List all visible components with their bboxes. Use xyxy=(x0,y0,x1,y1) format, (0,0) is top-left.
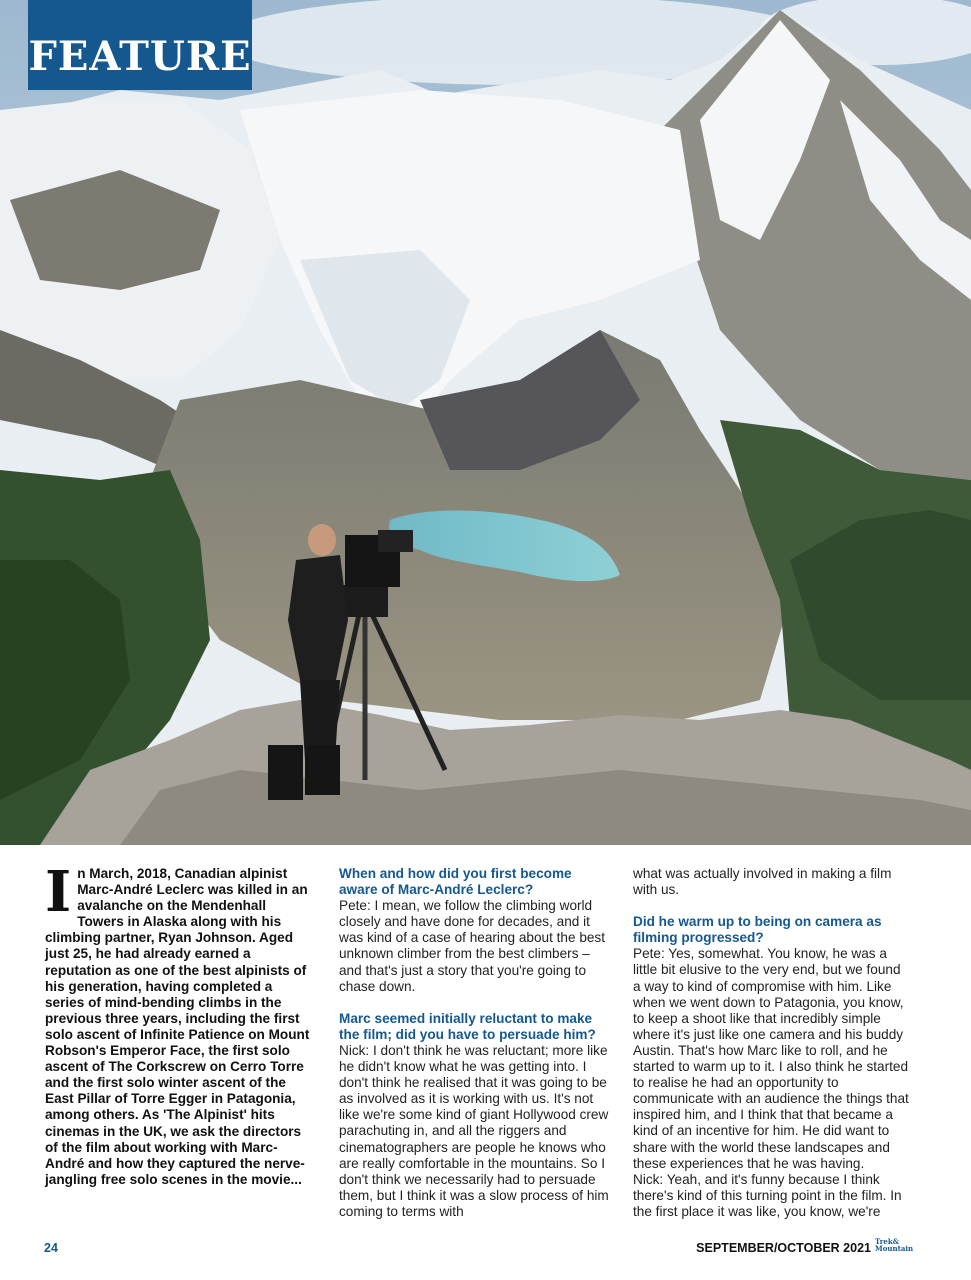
question-heading: When and how did you first become aware of Marc-André Leclerc? xyxy=(339,866,572,898)
answer-paragraph: Nick: Yeah, and it's funny because I think there's kind of this turning point in the film. In the first place it was like, you know, we're xyxy=(633,1171,902,1219)
article-column-1 xyxy=(45,859,313,1188)
spacer xyxy=(633,898,911,914)
issue-date: SEPTEMBER/OCTOBER 2021 xyxy=(696,1241,871,1255)
intro-text: n March, 2018, Canadian alpinist Marc-André Leclerc was killed in an avalanche on the Mendenhall Towers in Alaska along with his climbing partner, Ryan Johnson. Aged just 25, he had already earned a reputation as one of the best alpinists of his generation, having completed a series of mind-bending climbs in the previous three years, including the first solo ascent of Infinite Patience on Mount Robson's Emperor Face, the first solo ascent of The Corkscrew on Cerro Torre and the first solo winter ascent of the East Pillar of Torre Egger in Patagonia, among others. As 'The Alpinist' hits cinemas in the UK, we ask the directors of the film about working with Marc-André and how they captured the nerve-jangling free solo scenes in the movie... xyxy=(45,866,310,1187)
intro-paragraph xyxy=(45,859,313,1188)
page-number: 24 xyxy=(44,1241,58,1255)
article-column-3 xyxy=(633,866,911,1220)
question-heading: Did he warm up to being on camera as filming progressed? xyxy=(633,914,882,946)
article-column-2 xyxy=(339,866,613,1220)
logo-line-2: Mountain xyxy=(875,1244,914,1253)
answer-paragraph: Nick: I don't think he was reluctant; more like he didn't know what he was getting into. I don't think he realised that it was going to be as involved as it is working with us. It's not like we're some kind of giant Hollywood crew parachuting in, and all the riggers and cinematographers are people he knows who are really comfortable in the mountains. So I don't think we necessarily had to persuade them, but I think it was a slow process of him coming to terms with xyxy=(339,1042,609,1219)
question-heading: Marc seemed initially reluctant to make the film; did you have to persuade him? xyxy=(339,1010,596,1042)
answer-paragraph: Pete: I mean, we follow the climbing world closely and have done for decades, and it was kind of a case of hearing about the best unknown climber from the best climbers – and that's just a story that you're going to chase down. xyxy=(339,898,606,994)
magazine-logo xyxy=(875,1238,919,1258)
logo-line-1: Trek& xyxy=(875,1237,900,1246)
section-label-text: FEATURE xyxy=(28,33,252,80)
spacer xyxy=(339,995,613,1011)
answer-paragraph: Pete: Yes, somewhat. You know, he was a little bit elusive to the very end, but we found a way to kind of compromise with him. Like when we went down to Patagonia, you know, to keep a shoot like that incredibly simple where it's just like one camera and his buddy Austin. That's how Marc like to roll, and he started to warm up to it. I also think he started to realise he had an opportunity to communicate with an audience the things that inspired him, and I think that that became a kind of an incentive for him. He did want to share with the world these landscapes and these experiences that he was having. xyxy=(633,946,909,1171)
section-label xyxy=(28,0,252,90)
drop-cap: I xyxy=(45,859,72,925)
continuation-paragraph: what was actually involved in making a film with us. xyxy=(633,866,892,898)
